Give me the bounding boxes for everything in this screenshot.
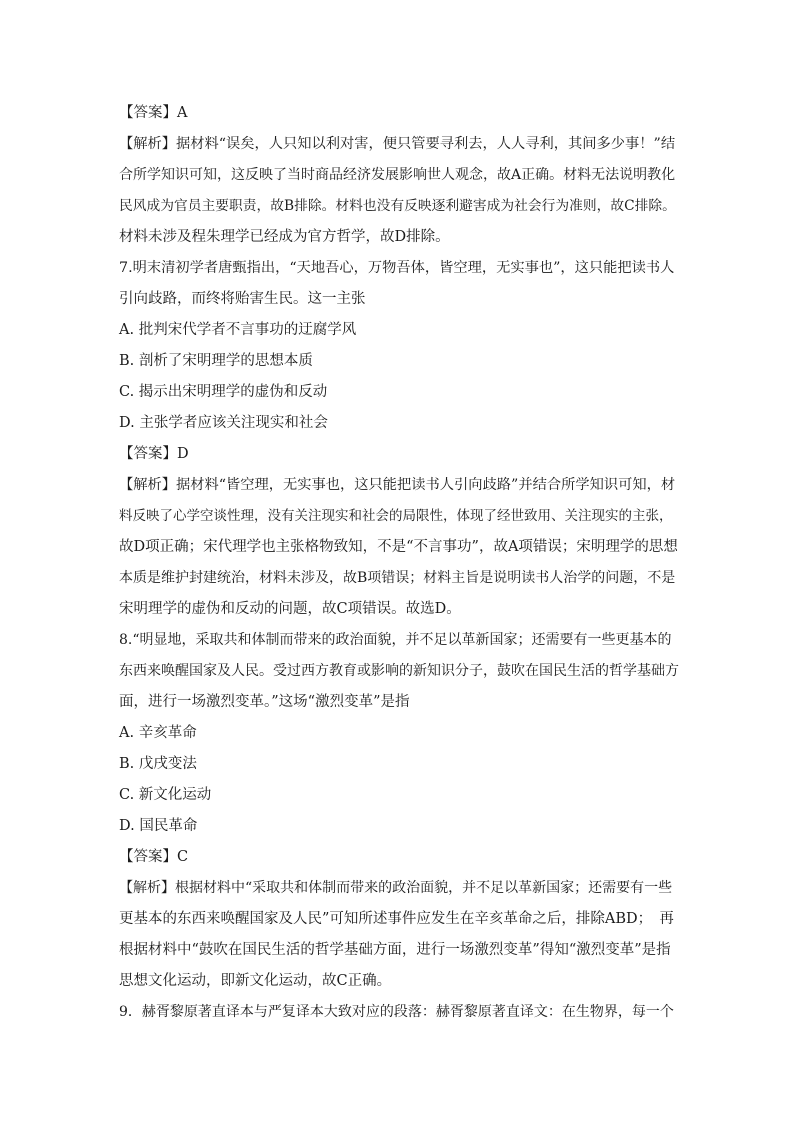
analysis-7-line-2: 料反映了心学空谈性理，没有关注现实和社会的局限性，体现了经世致用、关注现实的主张， <box>119 508 673 524</box>
analysis-6-line-2: 合所学知识可知，这反映了当时商品经济发展影响世人观念，故A正确。材料无法说明教化 <box>119 167 676 183</box>
document-body <box>119 98 679 1028</box>
answer-label-6: 【答案】A <box>119 105 188 121</box>
analysis-8-line-3: 根据材料中“鼓吹在国民生活的哲学基础方面，进行一场激烈变革”得知“激烈变革”是指 <box>119 942 671 958</box>
question-7-stem-line-2: 引向歧路，而终将贻害生民。这一主张 <box>119 291 366 307</box>
question-8-stem-line-1: 8.“明显地，采取共和体制而带来的政治面貌，并不足以革新国家；还需要有一些更基本的 <box>119 632 672 648</box>
question-8-option-b: B. 戊戌变法 <box>119 756 197 772</box>
question-7-option-d: D. 主张学者应该关注现实和社会 <box>119 415 328 431</box>
analysis-7-line-3: 故D项正确；宋代理学也主张格物致知，不是“不言事功”，故A项错误；宋明理学的思想 <box>119 539 678 555</box>
question-8-stem-line-3: 面，进行一场激烈变革。”这场“激烈变革”是指 <box>119 694 410 710</box>
question-7-stem-line-1: 7.明末清初学者唐甄指出，“天地吾心，万物吾体，皆空理，无实事也”，这只能把读书人 <box>119 260 675 276</box>
question-7-option-c: C. 揭示出宋明理学的虚伪和反动 <box>119 384 328 400</box>
question-8-option-c: C. 新文化运动 <box>119 787 212 803</box>
analysis-8-line-2: 更基本的东西来唤醒国家及人民”可知所述事件应发生在辛亥革命之后，排除ABD； 再 <box>119 911 674 927</box>
answer-label-7: 【答案】D <box>119 446 189 462</box>
analysis-7-line-1: 【解析】据材料“皆空理，无实事也，这只能把读书人引向歧路”并结合所学知识可知，材 <box>119 477 676 493</box>
analysis-8-line-1: 【解析】根据材料中“采取共和体制而带来的政治面貌，并不足以革新国家；还需要有一些 <box>119 880 673 896</box>
question-9-stem-line-1: 9．赫胥黎原著直译本与严复译本大致对应的段落：赫胥黎原著直译文：在生物界，每一个 <box>119 1004 674 1020</box>
analysis-7-line-5: 宋明理学的虚伪和反动的问题，故C项错误。故选D。 <box>119 601 461 617</box>
analysis-7-line-4: 本质是维护封建统治，材料未涉及，故B项错误；材料主旨是说明读书人治学的问题，不是 <box>119 570 676 586</box>
question-7-option-a: A. 批判宋代学者不言事功的迂腐学风 <box>119 322 357 338</box>
question-8-option-d: D. 国民革命 <box>119 818 198 834</box>
question-7-option-b: B. 剖析了宋明理学的思想本质 <box>119 353 313 369</box>
analysis-6-line-4: 材料未涉及程朱理学已经成为官方哲学，故D排除。 <box>119 229 450 245</box>
analysis-6-line-1: 【解析】据材料“误矣，人只知以利对害，便只管要寻利去，人人寻利，其间多少事！”结 <box>119 136 676 152</box>
analysis-8-line-4: 思想文化运动，即新文化运动，故C正确。 <box>119 973 392 989</box>
question-8-option-a: A. 辛亥革命 <box>119 725 197 741</box>
analysis-6-line-3: 民风成为官员主要职责，故B排除。材料也没有反映逐利避害成为社会行为准则，故C排除。 <box>119 198 676 214</box>
answer-label-8: 【答案】C <box>119 849 189 865</box>
question-8-stem-line-2: 东西来唤醒国家及人民。受过西方教育或影响的新知识分子，鼓吹在国民生活的哲学基础方 <box>119 663 679 679</box>
